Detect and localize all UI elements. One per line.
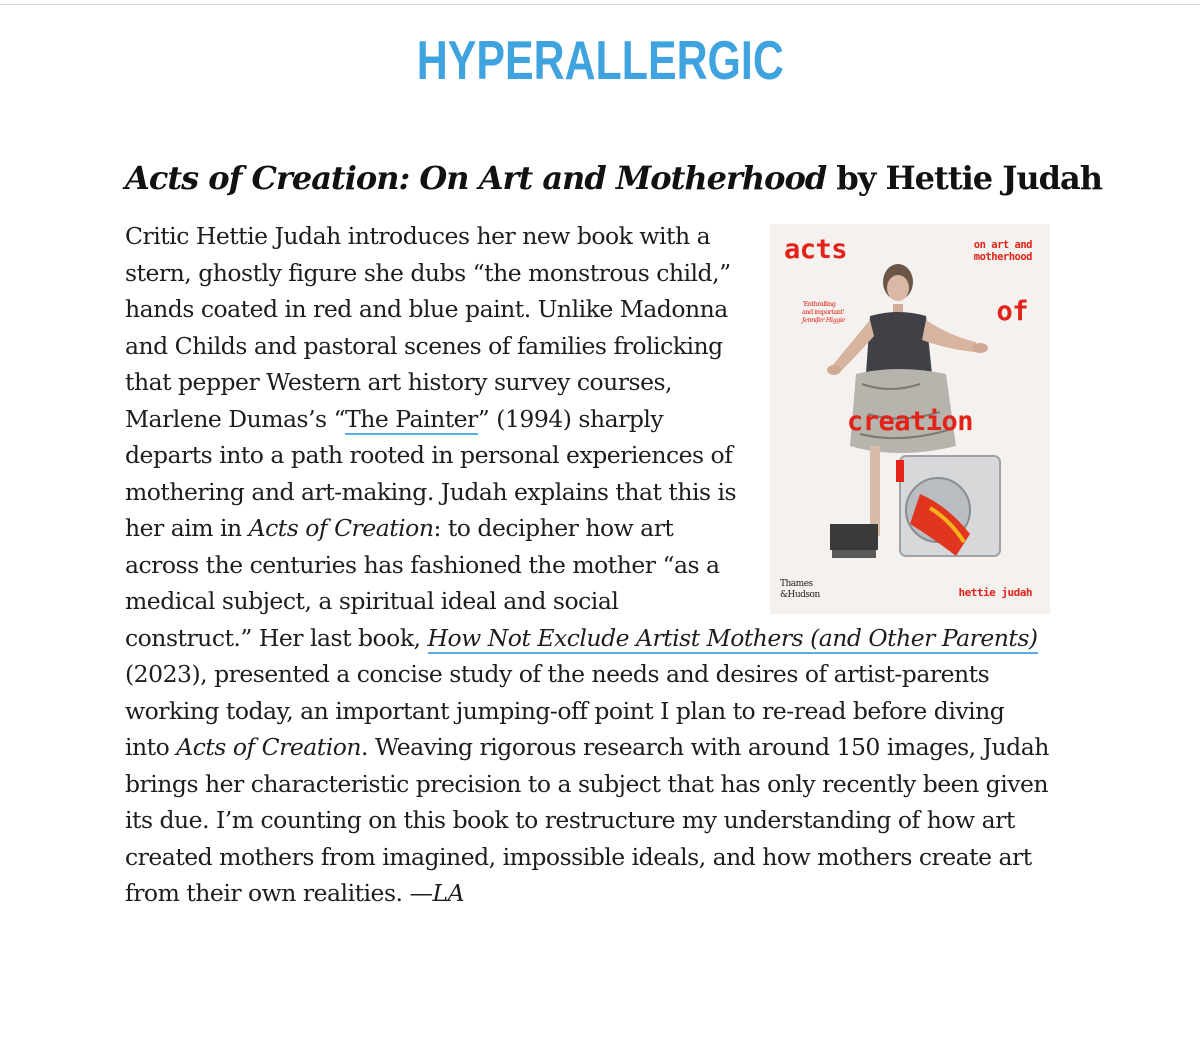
body-segment: (2023), presented a concise study of the needs and desires of artist-parents working today, an important jumping-off point I plan to re-read before diving into — [125, 660, 1005, 761]
cover-blurb-line1: ‘Enthralling — [802, 300, 836, 308]
book-title-mention: Acts of Creation — [176, 733, 362, 761]
cover-title-word2: of — [996, 296, 1028, 327]
link-the-painter[interactable]: The Painter — [345, 404, 478, 433]
cover-publisher-line1: Thames — [780, 579, 813, 589]
book-author: by Hettie Judah — [826, 159, 1103, 197]
link-previous-book[interactable]: How Not Exclude Artist Mothers (and Other Parents) — [427, 623, 1038, 652]
book-cover-image — [770, 224, 1050, 614]
top-divider — [0, 4, 1200, 5]
book-title-mention: Acts of Creation — [248, 514, 434, 542]
article-body — [125, 218, 1050, 912]
author-signature: —LA — [409, 879, 465, 907]
cover-blurb-author: Jennifer Higgie — [802, 316, 845, 324]
cover-author: hettie judah — [958, 586, 1032, 599]
body-segment: . Weaving rigorous research with around 150 images, Judah brings her characteristic precision to a subject that has only recently been given its due. I’m counting on this book to restructure my understanding of how art created mothers from imagined, impossible ideals, and how mothers create art from their own realities. — [125, 733, 1049, 907]
book-title: Acts of Creation: On Art and Motherhood — [125, 159, 827, 197]
body-segment: : to decipher how art across the centuries has fashioned the mother “as a medical subject, a spiritual ideal and social construct.” Her last book, — [125, 514, 720, 652]
book-cover-art — [770, 224, 1050, 614]
body-segment: ” (1994) sharply departs into a path rooted in personal experiences of mothering and art-making. Judah explains that this is her aim in — [125, 404, 737, 542]
site-logo[interactable]: HYPERALLERGIC — [416, 29, 784, 91]
masthead — [0, 28, 1200, 92]
article — [125, 156, 1103, 912]
cover-blurb-line2: and important’ — [802, 308, 845, 316]
cover-title-word3: creation — [846, 406, 974, 437]
cover-subtitle-line1: on art and — [973, 239, 1032, 251]
cover-publisher-line2: &Hudson — [780, 590, 820, 600]
body-segment: Critic Hettie Judah introduces her new book with a stern, ghostly figure she dubs “the monstrous child,” hands coated in red and blue paint. Unlike Madonna and Childs and pastoral scenes of families frolicking that pepper Western art history survey courses, Marlene Dumas’s “ — [125, 222, 731, 433]
article-headline — [125, 156, 1103, 200]
cover-subtitle-line2: motherhood — [973, 251, 1032, 263]
cover-title-word1: acts — [784, 234, 848, 265]
